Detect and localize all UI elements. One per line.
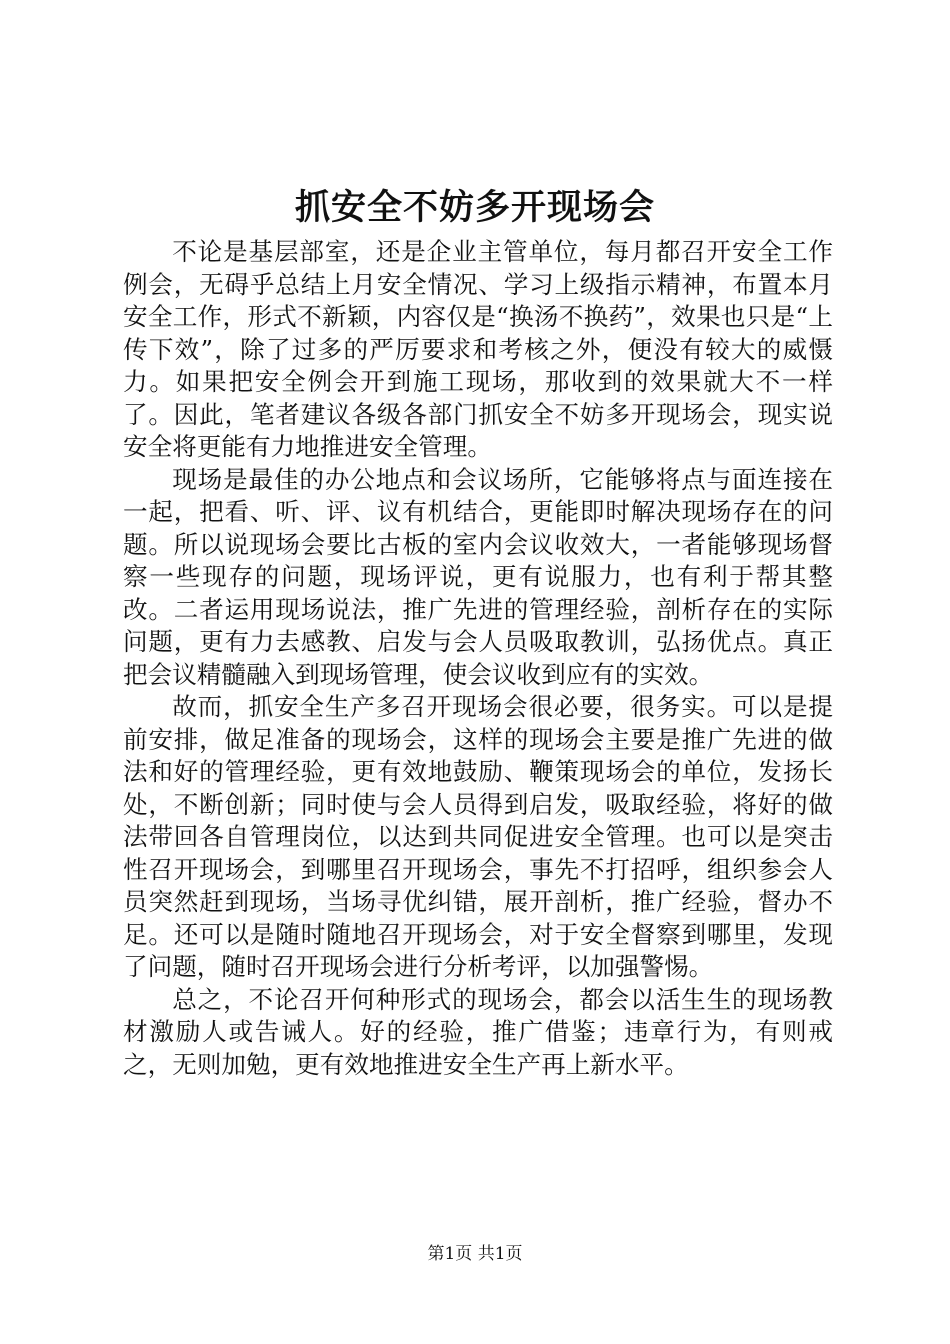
document-title: 抓安全不妨多开现场会 [294,187,655,228]
paragraph-2: 现场是最佳的办公地点和会议场所，它能够将点与面连接在一起，把看、听、评、议有机结合，更能即时解决现场存在的问题。所以说现场会要比古板的室内会议收效大，一者能够现场督察一些现存的问题，现场评说，更有说服力，也有利于帮其整改。二者运用现场说法，推广先进的管理经验，剖析存在的实际问题，更有力去感教、启发与会人员吸取教训，弘扬优点。真正把会议精髓融入到现场管理，使会议收到应有的实效。 [123,464,833,689]
paragraph-3: 故而，抓安全生产多召开现场会很必要，很务实。可以是提前安排，做足准备的现场会，这样的现场会主要是推广先进的做法和好的管理经验，更有效地鼓励、鞭策现场会的单位，发扬长处，不断创新；同时使与会人员得到启发，吸取经验，将好的做法带回各自管理岗位，以达到共同促进安全管理。也可以是突击性召开现场会，到哪里召开现场会，事先不打招呼，组织参会人员突然赶到现场，当场寻优纠错，展开剖析，推广经验，督办不足。还可以是随时随地召开现场会，对于安全督察到哪里，发现了问题，随时召开现场会进行分析考评，以加强警惕。 [123,692,833,981]
paragraph-1: 不论是基层部室，还是企业主管单位，每月都召开安全工作例会，无碍乎总结上月安全情况、学习上级指示精神，布置本月安全工作，形式不新颖，内容仅是“换汤不换药”，效果也只是“上传下效”，除了过多的严厉要求和考核之外，便没有较大的威慑力。如果把安全例会开到施工现场，那收到的效果就大不一样了。因此，笔者建议各级各部门抓安全不妨多开现场会，现实说安全将更能有力地推进安全管理。 [123,237,833,461]
paragraph-4: 总之，不论召开何种形式的现场会，都会以活生生的现场教材激励人或告诫人。好的经验，推广借鉴；违章行为，有则戒之，无则加勉，更有效地推进安全生产再上新水平。 [123,984,833,1079]
document-body [123,236,833,1081]
page-number-footer: 第1页 共1页 [427,1244,523,1264]
